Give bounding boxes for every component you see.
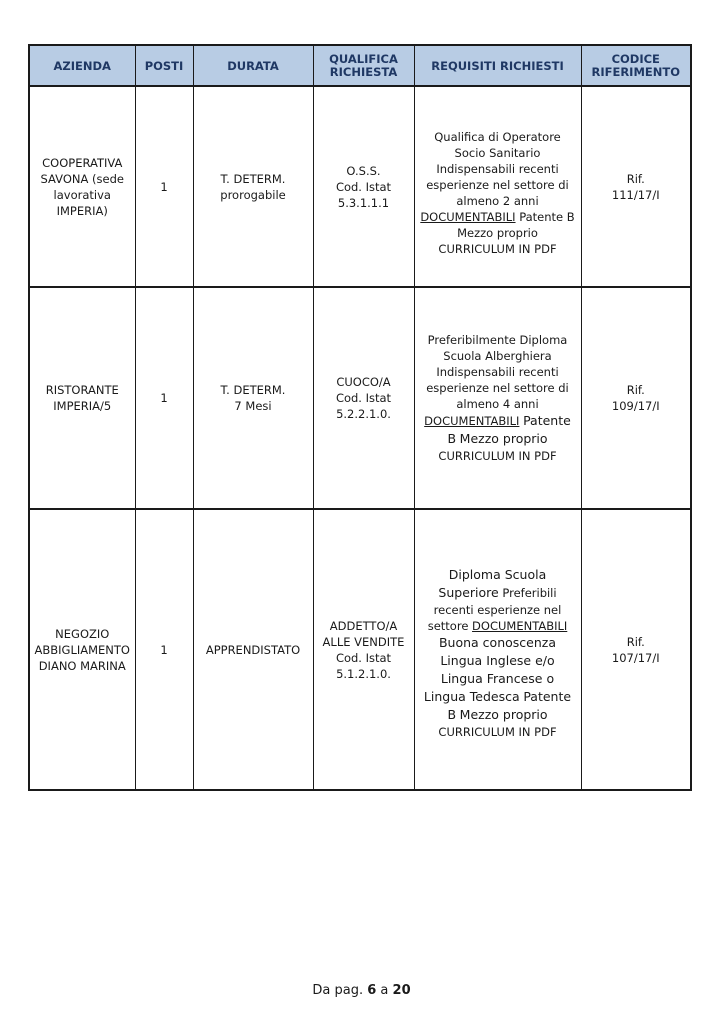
- cell-qualifica: [313, 86, 414, 287]
- qualifica-line: CUOCO/A: [336, 375, 391, 389]
- requisito-esperienza: esperienze nel settore: [427, 602, 562, 633]
- requisito-patente: Patente B: [447, 688, 572, 722]
- qualifica-line: 5.2.2.1.0.: [336, 407, 391, 421]
- requisito-esperienza: Indispensabili recenti: [436, 365, 559, 379]
- header-qualifica-line1: QUALIFICA: [329, 51, 398, 66]
- table-header-row: [29, 45, 691, 86]
- cell-posti: 1: [135, 287, 193, 509]
- header-codice: [581, 45, 691, 86]
- requisito-diploma: Diploma Scuola Superiore: [438, 566, 547, 600]
- durata-line: prorogabile: [220, 187, 286, 202]
- requisito-curriculum: CURRICULUM IN PDF: [438, 449, 557, 463]
- requisito-patente: Patente B: [447, 413, 571, 446]
- requisito-diploma: Scuola Alberghiera: [443, 349, 552, 363]
- footer-page-number: 6: [367, 983, 377, 998]
- durata-line: T. DETERM.: [220, 383, 286, 397]
- azienda-line: NEGOZIO: [55, 626, 110, 641]
- footer-total-pages: 20: [392, 983, 411, 998]
- requisito-esperienza: Preferibili recenti: [433, 585, 557, 617]
- azienda-line: IMPERIA/5: [53, 399, 112, 413]
- azienda-line: COOPERATIVA: [42, 155, 123, 170]
- cell-durata: [193, 287, 313, 509]
- requisito-patente: Patente B Mezzo proprio: [457, 209, 575, 240]
- codice-line: Rif.: [626, 383, 645, 397]
- azienda-line: DIANO MARINA: [38, 658, 126, 673]
- cell-qualifica: [313, 509, 414, 790]
- cell-codice: [581, 509, 691, 790]
- requisito-mezzo: Mezzo proprio: [459, 706, 548, 722]
- qualifica-line: 5.3.1.1.1: [337, 195, 390, 210]
- cell-requisiti: [414, 287, 581, 509]
- qualifica-line: 5.1.2.1.0.: [336, 666, 391, 681]
- cell-durata: [193, 86, 313, 287]
- cell-azienda: [29, 287, 135, 509]
- cell-qualifica: [313, 287, 414, 509]
- qualifica-line: Cod. Istat: [335, 179, 392, 194]
- requisito-documentabili: DOCUMENTABILI: [472, 618, 568, 633]
- table-row: [29, 86, 691, 287]
- requisito-mezzo: Mezzo proprio: [459, 431, 548, 446]
- requisito-esperienza: esperienze nel settore di: [426, 381, 569, 395]
- requisito-lingue: Buona conoscenza: [438, 634, 556, 650]
- table-row: [29, 509, 691, 790]
- azienda-line: lavorativa: [53, 187, 111, 202]
- azienda-line: IMPERIA): [56, 203, 108, 218]
- cell-posti: 1: [135, 86, 193, 287]
- qualifica-line: ALLE VENDITE: [322, 634, 405, 649]
- requisito-curriculum: CURRICULUM IN PDF: [438, 724, 557, 739]
- cell-requisiti: [414, 509, 581, 790]
- header-posti: POSTI: [135, 45, 193, 86]
- header-azienda: AZIENDA: [29, 45, 135, 86]
- cell-durata: [193, 509, 313, 790]
- cell-requisiti: [414, 86, 581, 287]
- requisito-qualifica: Socio Sanitario: [454, 145, 541, 160]
- footer-prefix: Da pag.: [312, 983, 364, 998]
- cell-codice: [581, 287, 691, 509]
- requisito-lingue: Lingua Francese o: [440, 670, 555, 686]
- header-codice-line1: CODICE: [611, 51, 660, 66]
- requisito-curriculum: CURRICULUM IN PDF: [438, 241, 557, 256]
- requisito-esperienza: Indispensabili recenti: [436, 161, 559, 176]
- header-codice-line2: RIFERIMENTO: [591, 64, 681, 79]
- page-footer: [0, 983, 723, 998]
- durata-line: T. DETERM.: [220, 171, 286, 186]
- header-durata: DURATA: [193, 45, 313, 86]
- job-offers-table: [28, 44, 692, 791]
- requisito-lingue: Lingua Tedesca: [423, 688, 520, 704]
- requisito-esperienza: almeno 2 anni: [456, 193, 539, 208]
- durata-line: 7 Mesi: [234, 399, 272, 413]
- qualifica-line: ADDETTO/A: [329, 618, 398, 633]
- codice-line: 111/17/I: [611, 187, 660, 202]
- cell-codice: [581, 86, 691, 287]
- requisito-documentabili: DOCUMENTABILI: [420, 209, 516, 224]
- cell-azienda: [29, 86, 135, 287]
- requisito-qualifica: Qualifica di Operatore: [434, 129, 561, 144]
- qualifica-line: Cod. Istat: [335, 650, 392, 665]
- requisito-lingue: Lingua Inglese e/o: [440, 652, 555, 668]
- footer-separator: a: [380, 983, 389, 998]
- codice-line: 109/17/I: [611, 399, 660, 413]
- cell-posti: 1: [135, 509, 193, 790]
- codice-line: Rif.: [626, 171, 645, 186]
- header-qualifica: [313, 45, 414, 86]
- header-qualifica-line2: RICHIESTA: [329, 64, 398, 79]
- cell-azienda: [29, 509, 135, 790]
- requisito-esperienza: esperienze nel settore di: [426, 177, 569, 192]
- codice-line: 107/17/I: [611, 650, 660, 665]
- requisito-diploma: Preferibilmente Diploma: [427, 333, 568, 347]
- durata-line: APPRENDISTATO: [205, 642, 301, 657]
- header-requisiti: REQUISITI RICHIESTI: [414, 45, 581, 86]
- qualifica-line: O.S.S.: [346, 163, 381, 178]
- azienda-line: SAVONA (sede: [40, 171, 124, 186]
- codice-line: Rif.: [626, 634, 645, 649]
- qualifica-line: Cod. Istat: [335, 391, 392, 405]
- requisito-documentabili: DOCUMENTABILI: [424, 414, 520, 428]
- requisito-esperienza: almeno 4 anni: [456, 397, 539, 411]
- azienda-line: ABBIGLIAMENTO: [34, 642, 130, 657]
- table-row: [29, 287, 691, 509]
- azienda-line: RISTORANTE: [45, 383, 119, 397]
